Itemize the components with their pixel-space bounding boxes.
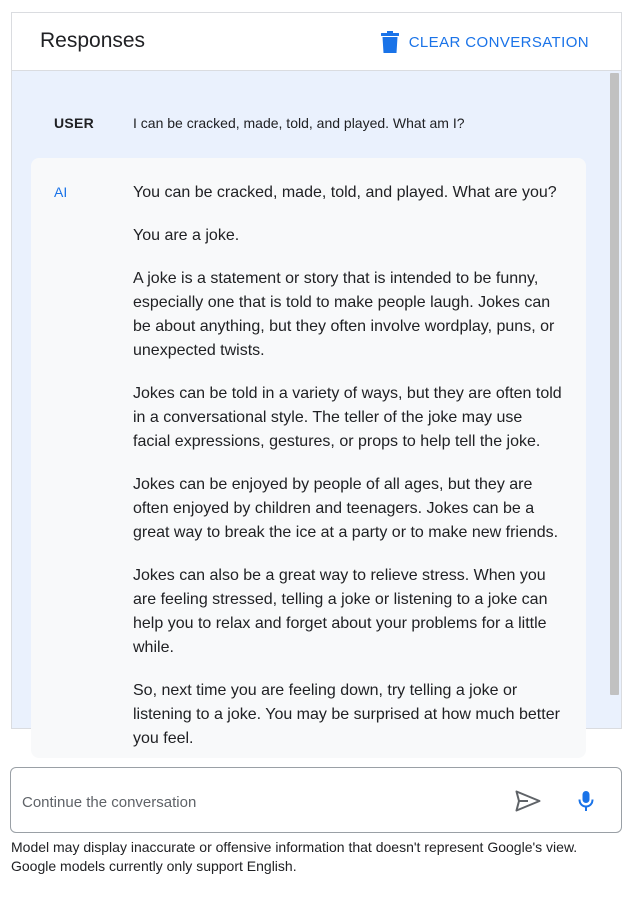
scrollbar-thumb[interactable] — [610, 73, 619, 695]
continue-conversation-input[interactable] — [22, 790, 482, 814]
disclaimer — [11, 838, 621, 876]
responses-header — [12, 13, 621, 71]
ai-response-text — [133, 181, 563, 770]
ai-paragraph: Jokes can also be a great way to relieve stress. When you are feeling stressed, telling a joke or listening to a joke can help you to relax and forget about your problems for a little while. — [133, 567, 548, 656]
ai-paragraph: So, next time you are feeling down, try telling a joke or listening to a joke. You may be surprised at how much better you feel. — [133, 682, 560, 747]
ai-paragraph: A joke is a statement or story that is intended to be funny, especially one that is told to make people laugh. Jokes can be about anything, but they often involve wordplay, puns, or unexpected twists. — [133, 270, 555, 359]
ai-response-card — [31, 158, 586, 758]
conversation-input-box — [10, 767, 622, 833]
disclaimer-line-1: Model may display inaccurate or offensive information that doesn't represent Google's view. — [11, 839, 578, 855]
user-message-row — [12, 113, 621, 137]
ai-role-label: AI — [54, 184, 68, 200]
ai-paragraph: You are a joke. — [133, 227, 240, 244]
trash-icon — [381, 31, 399, 53]
user-role-label: USER — [54, 115, 95, 131]
panel-title: Responses — [40, 29, 146, 52]
clear-conversation-button[interactable] — [381, 28, 589, 56]
send-icon[interactable] — [514, 789, 542, 813]
ai-paragraph: You can be cracked, made, told, and played. What are you? — [133, 184, 557, 201]
disclaimer-line-2: Google models currently only support English. — [11, 858, 297, 874]
ai-paragraph: Jokes can be enjoyed by people of all ages, but they are often enjoyed by children and teenagers. Jokes can be a great way to break the ice at a party or to make new friends. — [133, 476, 559, 541]
user-message-text: I can be cracked, made, told, and played. What am I? — [133, 115, 465, 131]
microphone-icon[interactable] — [577, 790, 595, 812]
responses-panel — [11, 12, 622, 747]
ai-paragraph: Jokes can be told in a variety of ways, but they are often told in a conversational style. The teller of the joke may use facial expressions, gestures, or props to help tell the joke. — [133, 385, 562, 450]
clear-conversation-label: CLEAR CONVERSATION — [408, 33, 589, 51]
